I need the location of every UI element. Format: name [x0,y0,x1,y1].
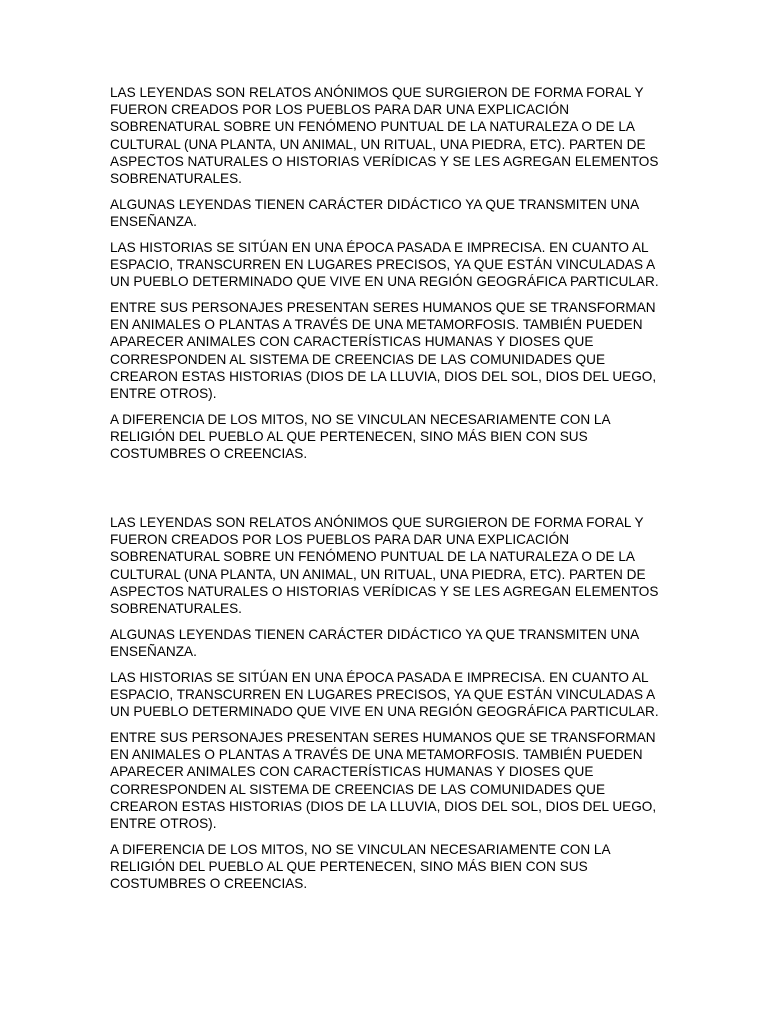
paragraph: A DIFERENCIA DE LOS MITOS, NO SE VINCULAN NECESARIAMENTE CON LA RELIGIÓN DEL PUEBLO AL QUE PERTENECEN, SINO MÁS BIEN CON SUS COSTUMBRES O CREENCIAS. [110,411,610,462]
paragraph: ALGUNAS LEYENDAS TIENEN CARÁCTER DIDÁCTICO YA QUE TRANSMITEN UNA ENSEÑANZA. [110,196,639,230]
paragraph: ENTRE SUS PERSONAJES PRESENTAN SERES HUMANOS QUE SE TRANSFORMAN EN ANIMALES O PLANTAS A TRAVÉS DE UNA METAMORFOSIS. TAMBIÉN PUEDEN APARECER ANIMALES CON CARACTERÍSTICAS HUMANAS Y DIOSES QUE CORRESPONDEN AL SISTEMA DE CREENCIAS DE LAS COMUNIDADES QUE CREARON ESTAS HISTORIAS (DIOS DE LA LLUVIA, DIOS DEL SOL, DIOS DEL UEGO, ENTRE OTROS). [110,300,657,402]
text-block-1 [110,84,670,471]
text-block-2 [110,514,670,901]
paragraph: LAS HISTORIAS SE SITÚAN EN UNA ÉPOCA PASADA E IMPRECISA. EN CUANTO AL ESPACIO, TRANSCURREN EN LUGARES PRECISOS, YA QUE ESTÁN VINCULADAS A UN PUEBLO DETERMINADO QUE VIVE EN UNA REGIÓN GEOGRÁFICA PARTICULAR. [110,669,659,720]
paragraph: ALGUNAS LEYENDAS TIENEN CARÁCTER DIDÁCTICO YA QUE TRANSMITEN UNA ENSEÑANZA. [110,626,639,660]
paragraph: LAS LEYENDAS SON RELATOS ANÓNIMOS QUE SURGIERON DE FORMA FORAL Y FUERON CREADOS POR LOS PUEBLOS PARA DAR UNA EXPLICACIÓN SOBRENATURAL SOBRE UN FENÓMENO PUNTUAL DE LA NATURALEZA O DE LA CULTURAL (UNA PLANTA, UN ANIMAL, UN RITUAL, UNA PIEDRA, ETC). PARTEN DE ASPECTOS NATURALES O HISTORIAS VERÍDICAS Y SE LES AGREGAN ELEMENTOS SOBRENATURALES. [110,85,659,187]
paragraph: ENTRE SUS PERSONAJES PRESENTAN SERES HUMANOS QUE SE TRANSFORMAN EN ANIMALES O PLANTAS A TRAVÉS DE UNA METAMORFOSIS. TAMBIÉN PUEDEN APARECER ANIMALES CON CARACTERÍSTICAS HUMANAS Y DIOSES QUE CORRESPONDEN AL SISTEMA DE CREENCIAS DE LAS COMUNIDADES QUE CREARON ESTAS HISTORIAS (DIOS DE LA LLUVIA, DIOS DEL SOL, DIOS DEL UEGO, ENTRE OTROS). [110,730,657,832]
paragraph: LAS LEYENDAS SON RELATOS ANÓNIMOS QUE SURGIERON DE FORMA FORAL Y FUERON CREADOS POR LOS PUEBLOS PARA DAR UNA EXPLICACIÓN SOBRENATURAL SOBRE UN FENÓMENO PUNTUAL DE LA NATURALEZA O DE LA CULTURAL (UNA PLANTA, UN ANIMAL, UN RITUAL, UNA PIEDRA, ETC). PARTEN DE ASPECTOS NATURALES O HISTORIAS VERÍDICAS Y SE LES AGREGAN ELEMENTOS SOBRENATURALES. [110,515,659,617]
paragraph: A DIFERENCIA DE LOS MITOS, NO SE VINCULAN NECESARIAMENTE CON LA RELIGIÓN DEL PUEBLO AL QUE PERTENECEN, SINO MÁS BIEN CON SUS COSTUMBRES O CREENCIAS. [110,841,610,892]
paragraph: LAS HISTORIAS SE SITÚAN EN UNA ÉPOCA PASADA E IMPRECISA. EN CUANTO AL ESPACIO, TRANSCURREN EN LUGARES PRECISOS, YA QUE ESTÁN VINCULADAS A UN PUEBLO DETERMINADO QUE VIVE EN UNA REGIÓN GEOGRÁFICA PARTICULAR. [110,239,659,290]
